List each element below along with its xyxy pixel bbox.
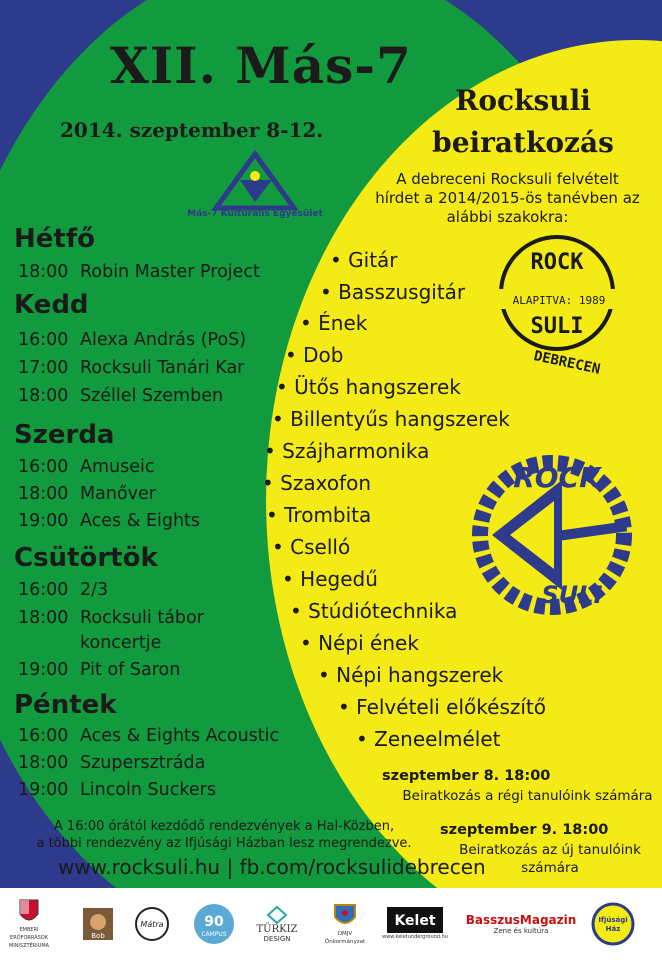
instrument-item: • Dob (285, 343, 344, 367)
svg-text:CAMPUS: CAMPUS (201, 931, 227, 938)
instrument-item: • Felvételi előkészítő (338, 695, 547, 719)
event-row: 17:00 Rocksuli Tanári Kar (18, 358, 245, 378)
enrollment-date-1: szeptember 8. 18:00 (382, 768, 551, 784)
svg-text:Bob: Bob (91, 932, 105, 940)
mas7-logo-icon (187, 150, 323, 222)
event-row: 19:00 Aces & Eights (18, 511, 201, 531)
event-row: 18:00 Rocksuli tábor (18, 608, 204, 628)
svg-text:Ház: Ház (605, 925, 621, 933)
instrument-item: • Zeneelmélet (356, 727, 501, 751)
event-row: 19:00 Lincoln Suckers (18, 780, 216, 800)
instrument-item: • Stúdiótechnika (290, 599, 458, 623)
sponsor-turkiz-logo: TÜRKIZ DESIGN (252, 894, 302, 954)
svg-text:Kelet: Kelet (394, 913, 436, 929)
sponsor-basszusmagazin-logo: BasszusMagazin Zene és kultúra (465, 913, 577, 935)
instrument-item: • Népi ének (300, 631, 419, 655)
instrument-item: • Basszusgitár (320, 280, 466, 304)
instrument-item: • Hegedű (282, 567, 378, 591)
event-title: XII. Más-7 (110, 36, 412, 95)
enrollment-date-2: szeptember 9. 18:00 (440, 822, 609, 838)
enrollment-text-2: Beiratkozás az új tanulóink számára (459, 842, 641, 876)
rocksuli-intro: A debreceni Rocksuli felvételt hírdet a 2014/2015-ös tanévben az alábbi szakokra: (375, 170, 640, 226)
instrument-item: • Gitár (330, 248, 398, 272)
instrument-item: • Népi hangszerek (318, 663, 504, 687)
event-row: 16:00 2/3 (18, 580, 109, 600)
event-row: 18:00 Széllel Szemben (18, 386, 224, 406)
svg-text:ROCK: ROCK (530, 250, 584, 275)
rocksuli-badge-icon (495, 225, 625, 378)
sponsor-kelet-logo: Kelet www.keletunderground.hu (385, 894, 445, 954)
rocksuli-blue-logo-icon (462, 435, 642, 635)
sponsor-bar (0, 888, 662, 960)
sponsor-bob-logo (78, 894, 118, 954)
svg-text:SULI: SULI (541, 581, 603, 609)
sponsor-campus-logo (190, 894, 238, 954)
event-row: 16:00 Aces & Eights Acoustic (18, 726, 280, 746)
enrollment-text-1: Beiratkozás a régi tanulóink számára (402, 788, 653, 804)
instrument-item: • Trombita (266, 503, 372, 527)
svg-text:90: 90 (204, 914, 224, 930)
rocksuli-title: Rocksuli beiratkozás (432, 84, 614, 159)
svg-text:Mátra: Mátra (140, 920, 164, 929)
instrument-item: • Cselló (272, 535, 351, 559)
instrument-item: • Ütős hangszerek (276, 375, 461, 399)
mas7-logo-label: Más-7 Kulturális Egyesület (187, 209, 323, 219)
instrument-item: • Szaxofon (262, 471, 372, 495)
svg-text:SULI: SULI (530, 314, 584, 339)
svg-text:ALAPITVA: 1989: ALAPITVA: 1989 (512, 294, 606, 307)
event-row: 16:00 Amuseic (18, 457, 155, 477)
sponsor-matra-logo (132, 894, 172, 954)
event-row: koncertje (80, 633, 162, 653)
svg-text:Ifjúsági: Ifjúsági (598, 916, 628, 924)
sponsor-dmjv-logo: DMJV Önkormányzat (318, 894, 372, 954)
sponsor-ifjusagi-haz-logo (588, 894, 638, 954)
event-row: 19:00 Pit of Saron (18, 660, 181, 680)
venue-note: A 16:00 órától kezdődő rendezvények a Hal-Közben, a többi rendezvény az Ifjúsági Házban lesz megrendezve. (36, 819, 412, 851)
website-links[interactable]: www.rocksuli.hu | fb.com/rocksulidebrecen (58, 855, 486, 879)
event-row: 18:00 Manőver (18, 484, 156, 504)
event-row: 16:00 Alexa András (PoS) (18, 330, 247, 350)
event-row: 18:00 Szupersztráda (18, 753, 206, 773)
day-monday: Hétfő (14, 224, 95, 254)
instrument-item: • Szájharmonika (264, 439, 430, 463)
day-thursday: Csütörtök (14, 543, 158, 573)
event-row: 18:00 Robin Master Project (18, 262, 260, 282)
instrument-item: • Ének (300, 311, 368, 335)
day-wednesday: Szerda (14, 420, 115, 450)
svg-text:ROCK: ROCK (513, 461, 601, 494)
event-dates: 2014. szeptember 8-12. (60, 118, 324, 142)
sponsor-ministry-logo: EMBERI ERŐFORRÁSOK MINISZTÉRIUMA (4, 894, 54, 954)
day-friday: Péntek (14, 690, 117, 720)
day-tuesday: Kedd (14, 290, 89, 320)
instrument-item: • Billentyűs hangszerek (272, 407, 510, 431)
svg-text:DEBRECEN: DEBRECEN (532, 348, 602, 378)
